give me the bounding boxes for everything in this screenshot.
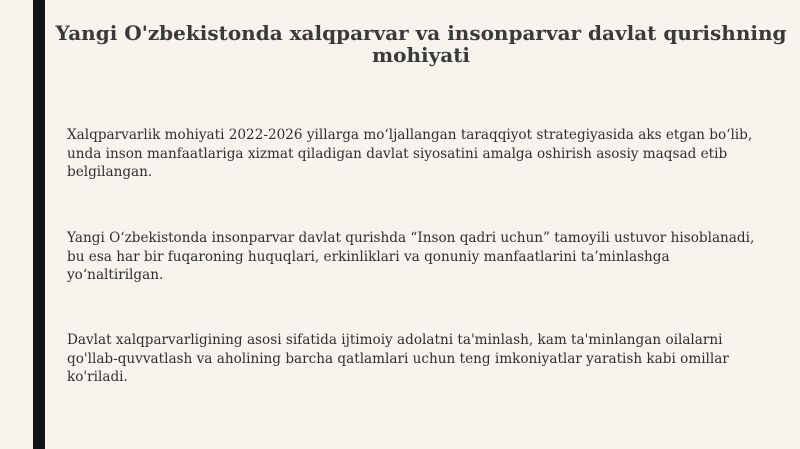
paragraph-social-justice: Davlat xalqparvarligining asosi sifatida ijtimoiy adolatni ta'minlash, kam ta'minlangan oilalarni qo'llab-quvvatlash va aholining barcha qatlamlari uchun teng imkoniyatlar yaratish kabi omillar ko'riladi.	[67, 332, 729, 385]
paragraph-human-dignity: Yangi O‘zbekistonda insonparvar davlat qurishda “Inson qadri uchun” tamoyili ustuvor hisoblanadi, bu esa har bir fuqaroning huquqlari, erkinliklari va qonuniy manfaatlarini ta’minlashga yo‘naltirilgan.	[67, 230, 755, 283]
paragraph-strategy: Xalqparvarlik mohiyati 2022-2026 yillarga mo‘ljallangan taraqqiyot strategiyasida aks etgan bo‘lib, unda inson manfaatlariga xizmat qiladigan davlat siyosatini amalga oshirish asosiy maqsad etib belgilangan.	[67, 127, 753, 180]
left-accent-bar	[33, 0, 45, 449]
slide-title: Yangi O'zbekistonda xalqparvar va insonparvar davlat qurishning mohiyati	[55, 21, 787, 67]
